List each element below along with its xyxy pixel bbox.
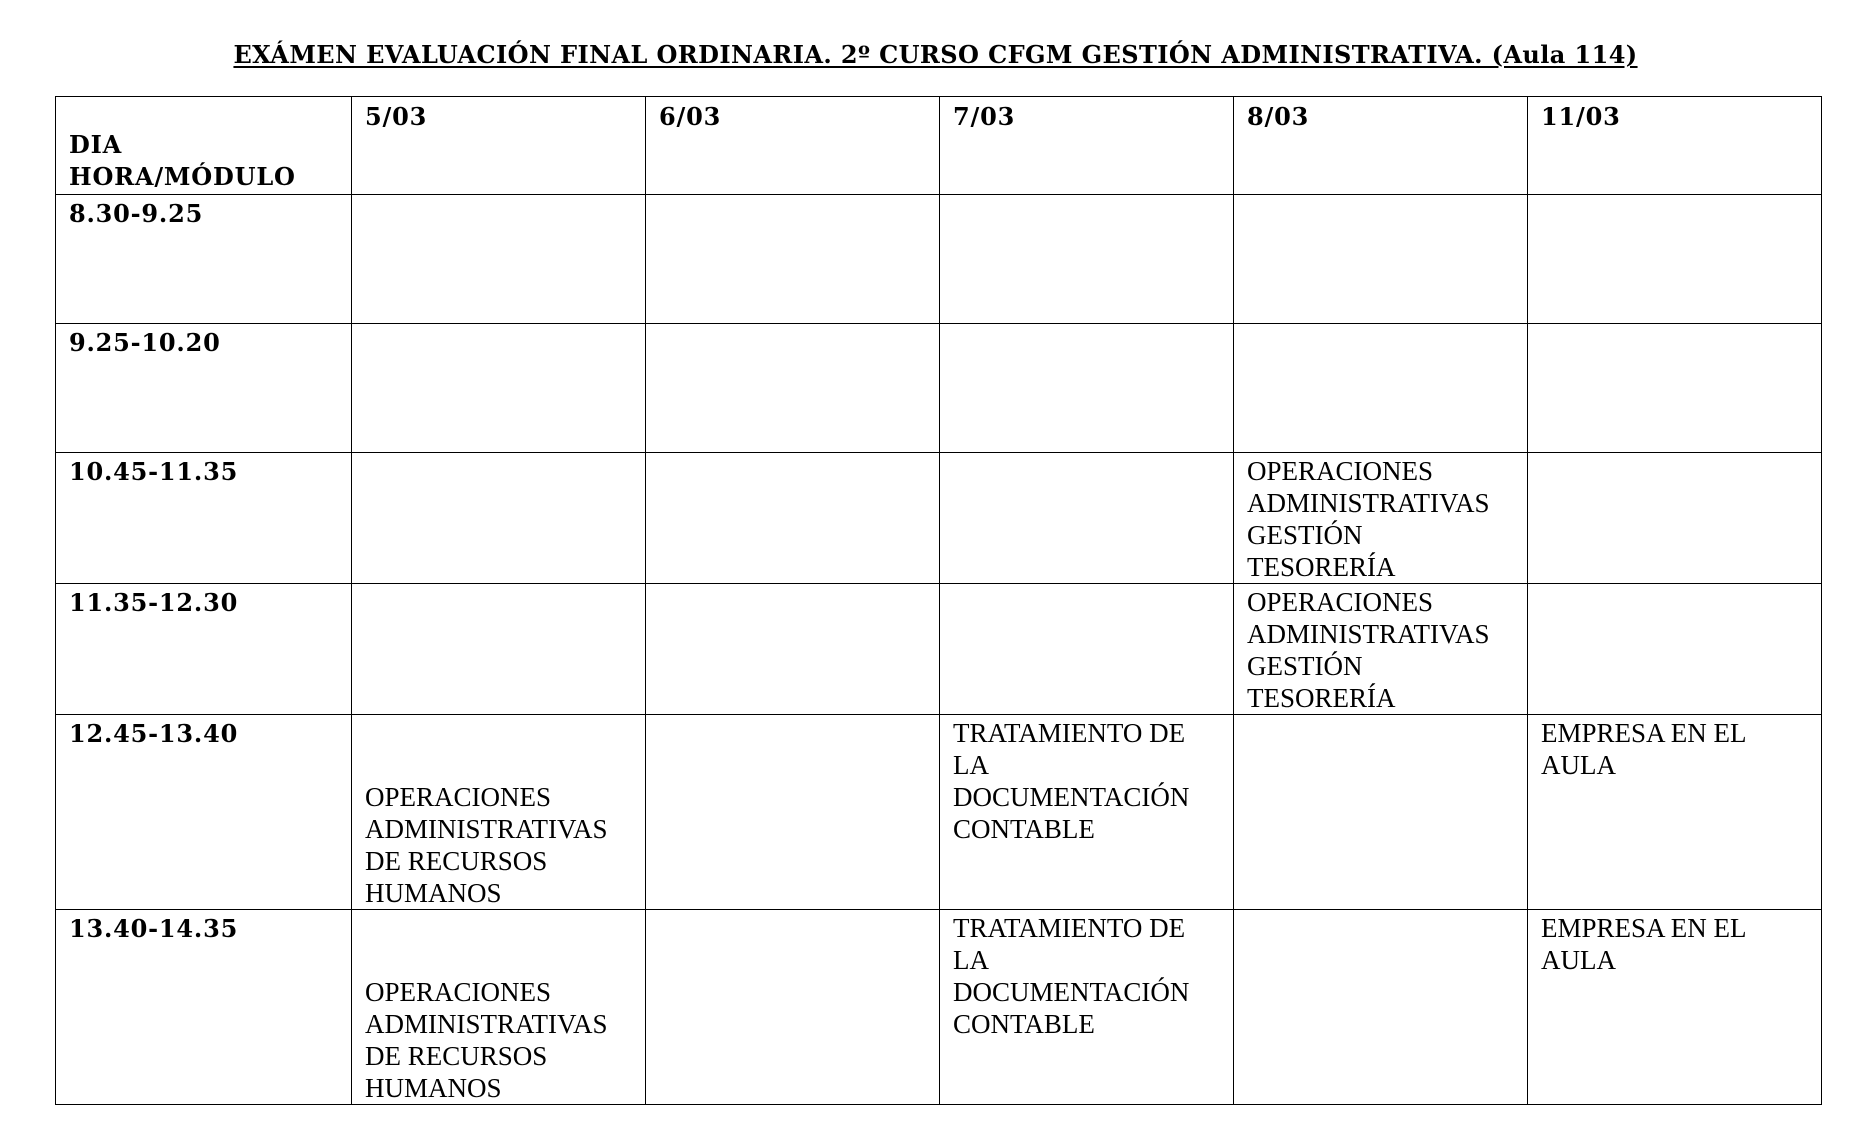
exam-schedule-table: [55, 96, 1822, 1105]
exam-cell: [1234, 453, 1528, 584]
exam-cell: [646, 715, 940, 910]
exam-cell: [1234, 715, 1528, 910]
time-label: 12.45-13.40: [69, 719, 239, 748]
day-label: 7/03: [953, 102, 1016, 131]
time-cell: [56, 453, 352, 584]
exam-cell: [940, 324, 1234, 453]
time-label: 11.35-12.30: [69, 588, 239, 617]
corner-label-day: DIA: [69, 130, 123, 159]
page-title: EXÁMEN EVALUACIÓN FINAL ORDINARIA. 2º CURSO CFGM GESTIÓN ADMINISTRATIVA. (Aula 114): [233, 40, 1638, 69]
exam-cell: [1528, 910, 1822, 1105]
time-label: 9.25-10.20: [69, 328, 221, 357]
day-label: 8/03: [1247, 102, 1310, 131]
exam-cell: [1234, 324, 1528, 453]
exam-cell: [1528, 195, 1822, 324]
exam-cell: [352, 715, 646, 910]
day-header-cell: [352, 97, 646, 195]
day-header-cell: [646, 97, 940, 195]
day-header-cell: [1528, 97, 1822, 195]
table-row: [56, 910, 1822, 1105]
day-label: 11/03: [1541, 102, 1621, 131]
exam-cell: [1528, 715, 1822, 910]
exam-text: TRATAMIENTO DE LA DOCUMENTACIÓN CONTABLE: [953, 913, 1190, 1039]
exam-cell: [940, 910, 1234, 1105]
table-row: [56, 453, 1822, 584]
exam-cell: [940, 584, 1234, 715]
exam-text: OPERACIONES ADMINISTRATIVAS GESTIÓN TESORERÍA: [1247, 456, 1490, 582]
exam-cell: [646, 324, 940, 453]
day-header-cell: [940, 97, 1234, 195]
exam-cell: [352, 910, 646, 1105]
exam-cell: [1528, 453, 1822, 584]
table-row: [56, 195, 1822, 324]
exam-cell: [352, 324, 646, 453]
time-cell: [56, 195, 352, 324]
day-label: 6/03: [659, 102, 722, 131]
time-label: 10.45-11.35: [69, 457, 239, 486]
table-row: [56, 584, 1822, 715]
exam-cell: [1234, 195, 1528, 324]
corner-label-hour-module: HORA/MÓDULO: [69, 162, 296, 191]
exam-cell: [352, 195, 646, 324]
time-label: 8.30-9.25: [69, 199, 204, 228]
day-label: 5/03: [365, 102, 428, 131]
time-label: 13.40-14.35: [69, 914, 239, 943]
exam-cell: [1528, 584, 1822, 715]
exam-cell: [646, 584, 940, 715]
exam-cell: [352, 453, 646, 584]
time-cell: [56, 324, 352, 453]
exam-text: OPERACIONES ADMINISTRATIVAS DE RECURSOS HUMANOS: [365, 977, 608, 1103]
exam-text: TRATAMIENTO DE LA DOCUMENTACIÓN CONTABLE: [953, 718, 1190, 844]
exam-cell: [1234, 910, 1528, 1105]
exam-cell: [1528, 324, 1822, 453]
exam-text: OPERACIONES ADMINISTRATIVAS GESTIÓN TESORERÍA: [1247, 587, 1490, 713]
header-row: [56, 97, 1822, 195]
exam-text: OPERACIONES ADMINISTRATIVAS DE RECURSOS HUMANOS: [365, 782, 608, 908]
exam-cell: [940, 195, 1234, 324]
day-header-cell: [1234, 97, 1528, 195]
corner-header-cell: [56, 97, 352, 195]
table-row: [56, 324, 1822, 453]
time-cell: [56, 584, 352, 715]
time-cell: [56, 910, 352, 1105]
exam-text: EMPRESA EN EL AULA: [1541, 913, 1747, 975]
time-cell: [56, 715, 352, 910]
exam-text: EMPRESA EN EL AULA: [1541, 718, 1747, 780]
exam-cell: [646, 453, 940, 584]
exam-cell: [1234, 584, 1528, 715]
table-row: [56, 715, 1822, 910]
exam-cell: [646, 910, 940, 1105]
exam-cell: [352, 584, 646, 715]
exam-cell: [940, 453, 1234, 584]
exam-cell: [646, 195, 940, 324]
exam-cell: [940, 715, 1234, 910]
